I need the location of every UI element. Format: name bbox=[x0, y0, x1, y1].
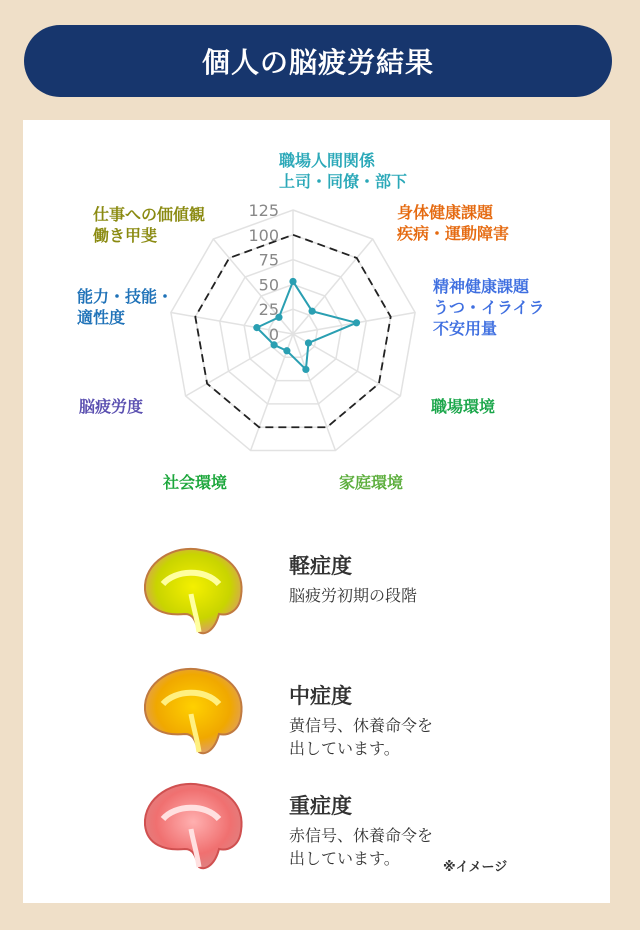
level-severe bbox=[23, 775, 610, 885]
axis-label-8-line-0: 仕事への価値観 bbox=[93, 205, 206, 224]
axis-label-0 bbox=[279, 150, 407, 192]
axis-label-2 bbox=[433, 276, 545, 339]
result-point-0 bbox=[289, 278, 296, 285]
level-mild-desc: 脳疲労初期の段階 bbox=[289, 586, 418, 605]
axis-label-7-line-1: 適性度 bbox=[77, 308, 126, 327]
page-title bbox=[24, 25, 612, 97]
level-severe-title: 重症度 bbox=[289, 794, 352, 818]
axis-label-8-line-1: 働き甲斐 bbox=[93, 226, 158, 245]
r-tick-label-75: 75 bbox=[258, 250, 279, 270]
spoke-4 bbox=[293, 334, 335, 451]
level-mild-title: 軽症度 bbox=[289, 554, 352, 578]
level-moderate bbox=[23, 660, 610, 770]
result-point-3 bbox=[305, 339, 312, 346]
result-point-5 bbox=[283, 347, 290, 354]
image-note: ※イメージ bbox=[443, 860, 508, 875]
result-point-2 bbox=[353, 319, 360, 326]
level-moderate-title: 中症度 bbox=[289, 684, 352, 708]
r-tick-label-125: 125 bbox=[248, 201, 279, 220]
axis-label-4 bbox=[339, 472, 403, 493]
axis-label-6 bbox=[79, 396, 143, 417]
axis-label-8 bbox=[93, 204, 205, 246]
brain-severe-icon bbox=[135, 775, 251, 875]
r-tick-label-100: 100 bbox=[248, 225, 279, 245]
axis-label-0-line-0: 職場人間関係 bbox=[279, 151, 376, 170]
level-moderate-desc: 黄信号、休養命令を 出しています。 bbox=[289, 716, 434, 758]
result-point-7 bbox=[253, 324, 260, 331]
axis-label-5 bbox=[163, 472, 227, 493]
axis-label-1-line-0: 身体健康課題 bbox=[397, 203, 494, 222]
page-title-text: 個人の脳疲労結果 bbox=[201, 46, 434, 79]
result-point-4 bbox=[302, 366, 309, 373]
result-point-1 bbox=[309, 308, 316, 315]
axis-label-1 bbox=[397, 202, 509, 244]
axis-label-3 bbox=[431, 396, 495, 417]
axis-label-2-line-2: 不安用量 bbox=[433, 319, 498, 338]
r-tick-label-25: 25 bbox=[258, 300, 279, 320]
r-tick-label-0: 0 bbox=[268, 325, 279, 344]
r-tick-label-50: 50 bbox=[258, 275, 279, 295]
axis-label-4-line-0: 家庭環境 bbox=[339, 473, 404, 492]
axis-label-7-line-0: 能力・技能・ bbox=[77, 287, 174, 306]
axis-label-6-line-0: 脳疲労度 bbox=[79, 397, 144, 416]
spoke-1 bbox=[293, 239, 373, 334]
level-mild bbox=[23, 540, 610, 650]
brain-moderate-icon bbox=[135, 660, 251, 760]
level-severe-desc: 赤信号、休養命令を 出しています。 bbox=[289, 826, 434, 868]
axis-label-7 bbox=[77, 286, 173, 328]
axis-label-5-line-0: 社会環境 bbox=[163, 473, 228, 492]
axis-label-2-line-0: 精神健康課題 bbox=[433, 277, 530, 296]
axis-label-0-line-1: 上司・同僚・部下 bbox=[279, 172, 408, 191]
brain-mild-icon bbox=[135, 540, 251, 640]
axis-label-3-line-0: 職場環境 bbox=[431, 397, 496, 416]
result-card bbox=[23, 120, 610, 903]
axis-label-2-line-1: うつ・イライラ bbox=[433, 298, 545, 317]
axis-label-1-line-1: 疾病・運動障害 bbox=[397, 224, 510, 243]
